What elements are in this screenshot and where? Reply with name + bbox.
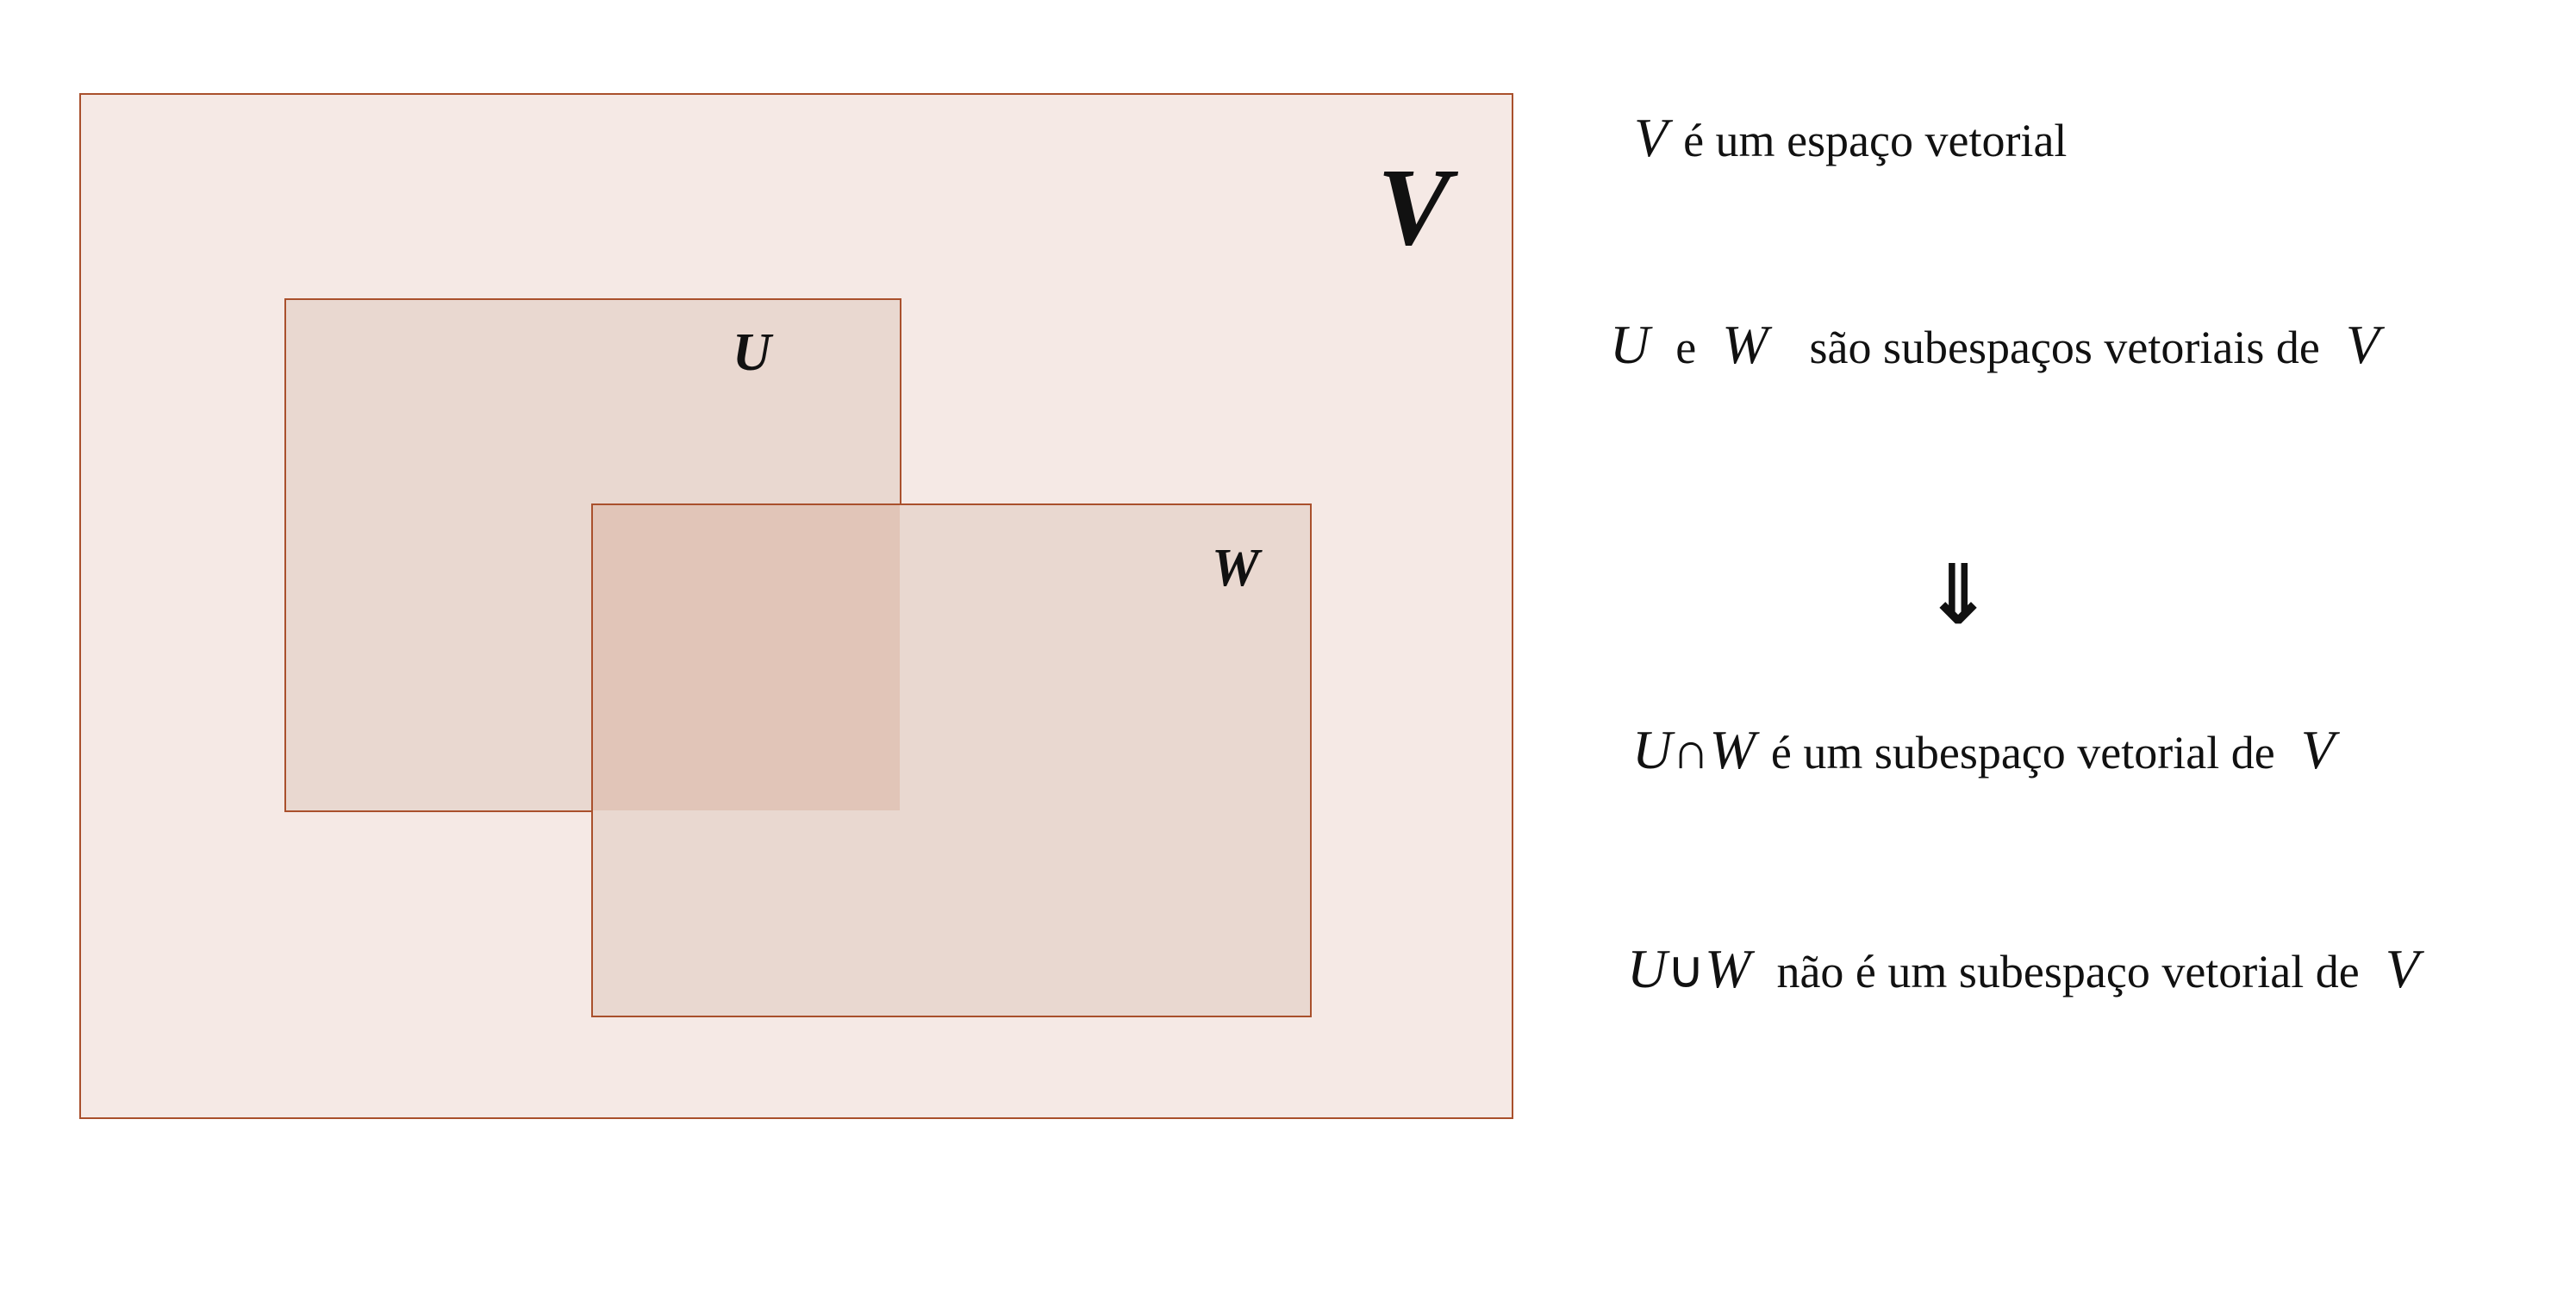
symbol-w: W: [1722, 314, 1768, 375]
label-w: W: [1212, 539, 1260, 597]
symbol-w: W: [1709, 719, 1756, 780]
statement-text: são subespaços vetoriais de: [1809, 322, 2320, 373]
statement-text: não é um subespaço vetorial de: [1776, 946, 2360, 997]
symbol-u: U: [1632, 719, 1673, 780]
symbol-u: U: [1610, 314, 1650, 375]
statement-u-w-subspaces: [1610, 314, 2380, 375]
intersection-region: [593, 505, 900, 810]
statement-v-is-vector-space: [1634, 107, 2068, 168]
statement-intersection-subspace: [1632, 719, 2335, 780]
symbol-v: V: [2300, 719, 2335, 780]
union-operator: ∪: [1667, 941, 1706, 998]
symbol-u: U: [1627, 938, 1668, 999]
label-v: V: [1377, 146, 1451, 268]
conjunction: e: [1675, 322, 1697, 373]
implies-down-arrow-icon: ⇓: [1924, 547, 1993, 643]
statement-text: é um espaço vetorial: [1683, 115, 2068, 166]
label-u: U: [733, 323, 771, 382]
statement-union-not-subspace: [1627, 938, 2419, 999]
statement-text: é um subespaço vetorial de: [1770, 727, 2275, 779]
symbol-v: V: [2385, 938, 2419, 999]
intersection-operator: ∩: [1672, 722, 1710, 779]
symbol-v: V: [2345, 314, 2380, 375]
symbol-w: W: [1705, 938, 1751, 999]
symbol-v: V: [1634, 107, 1668, 168]
